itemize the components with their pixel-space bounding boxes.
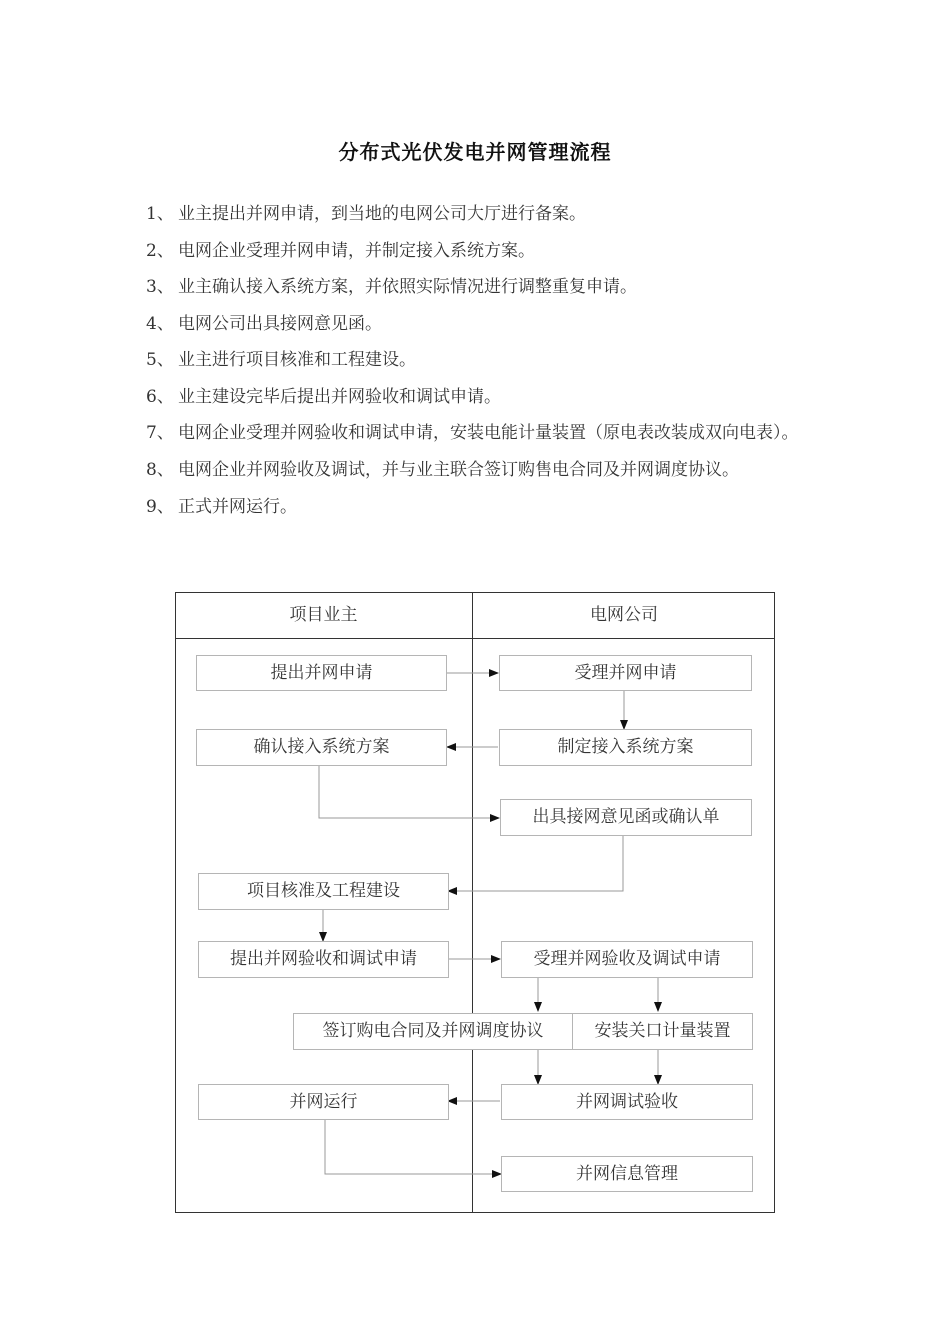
list-item bbox=[146, 306, 826, 343]
connector-opinion-to-construction bbox=[448, 835, 623, 891]
step-text: 业主确认接入系统方案，并依照实际情况进行调整重复申请。 bbox=[178, 277, 637, 297]
step-text: 电网公司出具接网意见函。 bbox=[178, 313, 382, 334]
box-approval-construction: 项目核准及工程建设 bbox=[198, 873, 449, 910]
step-number: 2、 bbox=[146, 240, 174, 261]
step-number: 6、 bbox=[146, 386, 174, 407]
step-text: 正式并网运行。 bbox=[178, 496, 297, 517]
box-issue-opinion: 出具接网意见函或确认单 bbox=[500, 799, 752, 836]
step-number: 4、 bbox=[146, 313, 174, 334]
step-text: 电网企业受理并网验收和调试申请，安装电能计量装置（原电表改装成双向电表）。 bbox=[178, 423, 799, 443]
step-number: 5、 bbox=[146, 350, 174, 370]
box-formulate-plan: 制定接入系统方案 bbox=[499, 729, 752, 766]
document-title: 分布式光伏发电并网管理流程 bbox=[338, 140, 612, 164]
box-accept-acceptance: 受理并网验收及调试申请 bbox=[501, 941, 753, 978]
box-confirm-plan: 确认接入系统方案 bbox=[196, 729, 447, 766]
step-text: 业主提出并网申请，到当地的电网公司大厅进行备案。 bbox=[178, 204, 586, 224]
step-number: 9、 bbox=[146, 496, 174, 517]
step-text: 业主进行项目核准和工程建设。 bbox=[178, 350, 416, 370]
box-accept-application: 受理并网申请 bbox=[499, 655, 752, 691]
box-sign-contract: 签订购电合同及并网调度协议 bbox=[293, 1013, 573, 1050]
flowchart bbox=[175, 592, 775, 1213]
column-header-grid: 电网公司 bbox=[590, 605, 658, 625]
step-number: 1、 bbox=[146, 204, 174, 224]
column-header-owner: 项目业主 bbox=[289, 605, 358, 625]
box-submit-acceptance: 提出并网验收和调试申请 bbox=[198, 941, 449, 978]
list-item bbox=[146, 415, 826, 452]
step-number: 7、 bbox=[146, 423, 174, 443]
step-number: 3、 bbox=[146, 277, 174, 297]
list-item bbox=[146, 233, 826, 270]
box-grid-operation: 并网运行 bbox=[198, 1084, 449, 1120]
step-text: 电网企业受理并网申请，并制定接入系统方案。 bbox=[178, 240, 535, 261]
step-number: 8、 bbox=[146, 460, 174, 480]
box-submit-application: 提出并网申请 bbox=[196, 655, 447, 691]
box-install-meter: 安装关口计量装置 bbox=[572, 1013, 753, 1050]
list-item bbox=[146, 452, 826, 489]
list-item bbox=[146, 489, 826, 526]
step-text: 业主建设完毕后提出并网验收和调试申请。 bbox=[178, 386, 501, 407]
box-grid-test: 并网调试验收 bbox=[501, 1084, 753, 1120]
step-text: 电网企业并网验收及调试，并与业主联合签订购售电合同及并网调度协议。 bbox=[178, 460, 739, 480]
connector-operation-to-info bbox=[325, 1119, 501, 1174]
step-list bbox=[146, 196, 826, 525]
list-item bbox=[146, 342, 826, 379]
list-item bbox=[146, 379, 826, 416]
list-item bbox=[146, 269, 826, 306]
list-item bbox=[146, 196, 826, 233]
box-info-management: 并网信息管理 bbox=[501, 1156, 753, 1192]
